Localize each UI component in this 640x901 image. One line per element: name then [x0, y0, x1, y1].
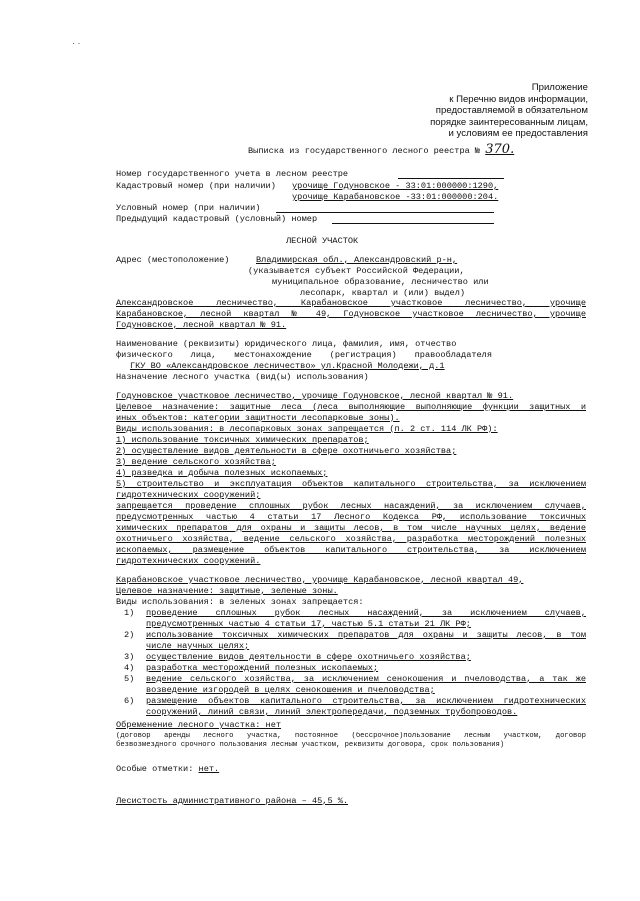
encumbrance-label: Обременение лесного участка: нет	[116, 720, 282, 730]
karaban-item-text: предусмотренных частью 4 статьи 17, частью 5.1 статьи 21 ЛК РФ;	[146, 619, 471, 629]
karaban-item-text: числе научных целях;	[146, 641, 250, 651]
scan-mark: · ·	[72, 38, 81, 48]
karaban-item-text: ведение сельского хозяйства, за исключением сенокошения и пчеловодства, а так же	[146, 674, 586, 684]
godunov-use-item: 1) использование токсичных химических препаратов;	[116, 435, 369, 445]
godunov-ban: химических препаратов для охраны и защиты лесов, в том числе научных целях, ведение	[116, 523, 586, 533]
forest-cover: Лесистость административного района – 45,5 %.	[116, 796, 349, 806]
godunov-use-item: 2) осуществление видов деятельности в сфере охотничьего хозяйства;	[116, 446, 457, 456]
godunov-heading: Годуновское участковое лесничество, урочище Годуновское, лесной квартал № 91.	[116, 391, 514, 401]
karaban-item-text: возведение изгородей в целях сенокошения и пчеловодства;	[146, 685, 435, 695]
address-note: лесопарк, квартал и (или) выдел)	[300, 288, 466, 298]
special-marks-value: нет.	[198, 764, 220, 774]
state-number-line	[398, 178, 504, 179]
godunov-ban: предусмотренных частью 4 статьи 17 Лесного Кодекса РФ, использование токсичных	[116, 512, 586, 522]
karaban-item-text: проведение сплошных рубок лесных насаждений, за исключением случаев,	[146, 608, 586, 618]
karaban-item-text: разработка месторождений полезных ископаемых;	[146, 663, 379, 673]
karaban-uses-label: Виды использования: в зеленых зонах запрещается:	[116, 597, 364, 607]
karaban-item-number: 3)	[124, 652, 135, 662]
karaban-item-number: 6)	[124, 696, 135, 706]
karaban-item-text: осуществление видов деятельности в сфере охотничьего хозяйства;	[146, 652, 471, 662]
holder-label: физического лица, местонахождение (регистрация) правообладателя	[116, 350, 492, 360]
address-note: (указывается субъект Российской Федерации,	[248, 266, 465, 276]
karaban-item-text: размещение объектов капитального строительства, за исключением гидротехнических	[146, 696, 586, 706]
document-title	[248, 144, 514, 157]
address-label: Адрес (местоположение)	[116, 255, 230, 265]
godunov-use-item: 3) ведение сельского хозяйства;	[116, 457, 276, 467]
karaban-item-number: 2)	[124, 630, 135, 640]
appendix-line: к Перечню видов информации,	[449, 93, 588, 105]
karaban-item-text: использование токсичных химических препаратов для охраны и защиты лесов, в том	[146, 630, 586, 640]
godunov-ban: охотничьего хозяйства, ведение сельского хозяйства, разработка месторождений полезных	[116, 534, 586, 544]
conditional-number-label: Условный номер (при наличии)	[116, 203, 261, 213]
address-note: муниципальное образование, лесничество или	[272, 277, 489, 287]
holder-label: Наименование (реквизиты) юридического лица, фамилия, имя, отчество	[116, 339, 457, 349]
state-number-label: Номер государственного учета в лесном реестре	[116, 169, 349, 179]
encumbrance-note: безвозмездного срочного пользования лесным участком, реквизиты договора, срок пользования)	[116, 741, 505, 749]
title-text: Выписка из государственного лесного реестра №	[248, 146, 481, 156]
godunov-purpose: Целевое назначение: защитные леса (леса выполняющие выполняющие функции защитных и	[116, 402, 586, 412]
godunov-use-item: гидротехнических сооружений;	[116, 490, 261, 500]
godunov-use-item: 5) строительство и эксплуатация объектов капитального строительства, за исключением	[116, 479, 586, 489]
encumbrance-note: (договор аренды лесного участка, постоянное (бессрочное)пользование лесным участком, договор	[116, 732, 586, 740]
karaban-item-number: 5)	[124, 674, 135, 684]
godunov-ban: гидротехнических сооружений.	[116, 556, 261, 566]
address-line: Карабановское, лесной квартал № 49, Годуновское участковое лесничество, урочище	[116, 309, 586, 319]
appendix-line: порядке заинтересованным лицам,	[430, 116, 588, 128]
previous-number-line	[332, 223, 494, 224]
address-line: Александровское лесничество, Карабановское участковое лесничество, урочище	[116, 298, 586, 308]
cadastral-value-1: урочище Годуновское - 33:01:000000:1290,	[292, 181, 499, 191]
purpose-label: Назначение лесного участка (вид(ы) использования)	[116, 372, 369, 382]
godunov-use-item: 4) разведка и добыча полезных ископаемых;	[116, 468, 328, 478]
appendix-note	[328, 82, 588, 140]
karaban-item-number: 1)	[124, 608, 135, 618]
appendix-line: Приложение	[531, 82, 588, 93]
special-marks	[116, 764, 219, 775]
address-value: Владимирская обл., Александровский р-н,	[256, 255, 458, 265]
previous-number-label: Предыдущий кадастровый (условный) номер	[116, 214, 318, 224]
address-line: Годуновское, лесной квартал № 91.	[116, 320, 287, 330]
holder-name: ГКУ ВО «Александровское лесничество» ул.Красной Молодежи, д.1	[130, 361, 445, 371]
godunov-ban: ископаемых, размещение объектов капитального строительства, за исключением	[116, 545, 586, 555]
conditional-number-line	[276, 212, 494, 213]
karaban-item-text: сооружений, линий связи, линий электропередачи, подземных трубопроводов.	[146, 707, 518, 717]
godunov-uses-label: Виды использования: в лесопарковых зонах запрещается (п. 2 ст. 114 ЛК РФ):	[116, 424, 498, 434]
karaban-item-number: 4)	[124, 663, 135, 673]
karaban-heading: Карабановское участковое лесничество, урочище Карабановское, лесной квартал 49,	[116, 575, 524, 585]
section-title: ЛЕСНОЙ УЧАСТОК	[286, 236, 359, 246]
godunov-ban: запрещается проведение сплошных рубок лесных насаждений, за исключением случаев,	[116, 501, 586, 511]
cadastral-value-2: урочище Карабановское -33:01:000000:204.	[292, 192, 499, 202]
cadastral-label: Кадастровый номер (при наличии)	[116, 181, 276, 191]
karaban-purpose: Целевое назначение: защитные, зеленые зоны.	[116, 586, 338, 596]
special-marks-label: Особые отметки:	[116, 764, 194, 774]
appendix-line: и условиям ее предоставления	[448, 128, 588, 139]
godunov-purpose: иных объектов: категории защитности лесопарковые зоны).	[116, 413, 400, 423]
handwritten-number: 370.	[485, 142, 515, 157]
appendix-line: предоставляемой в обязательном	[435, 105, 588, 116]
